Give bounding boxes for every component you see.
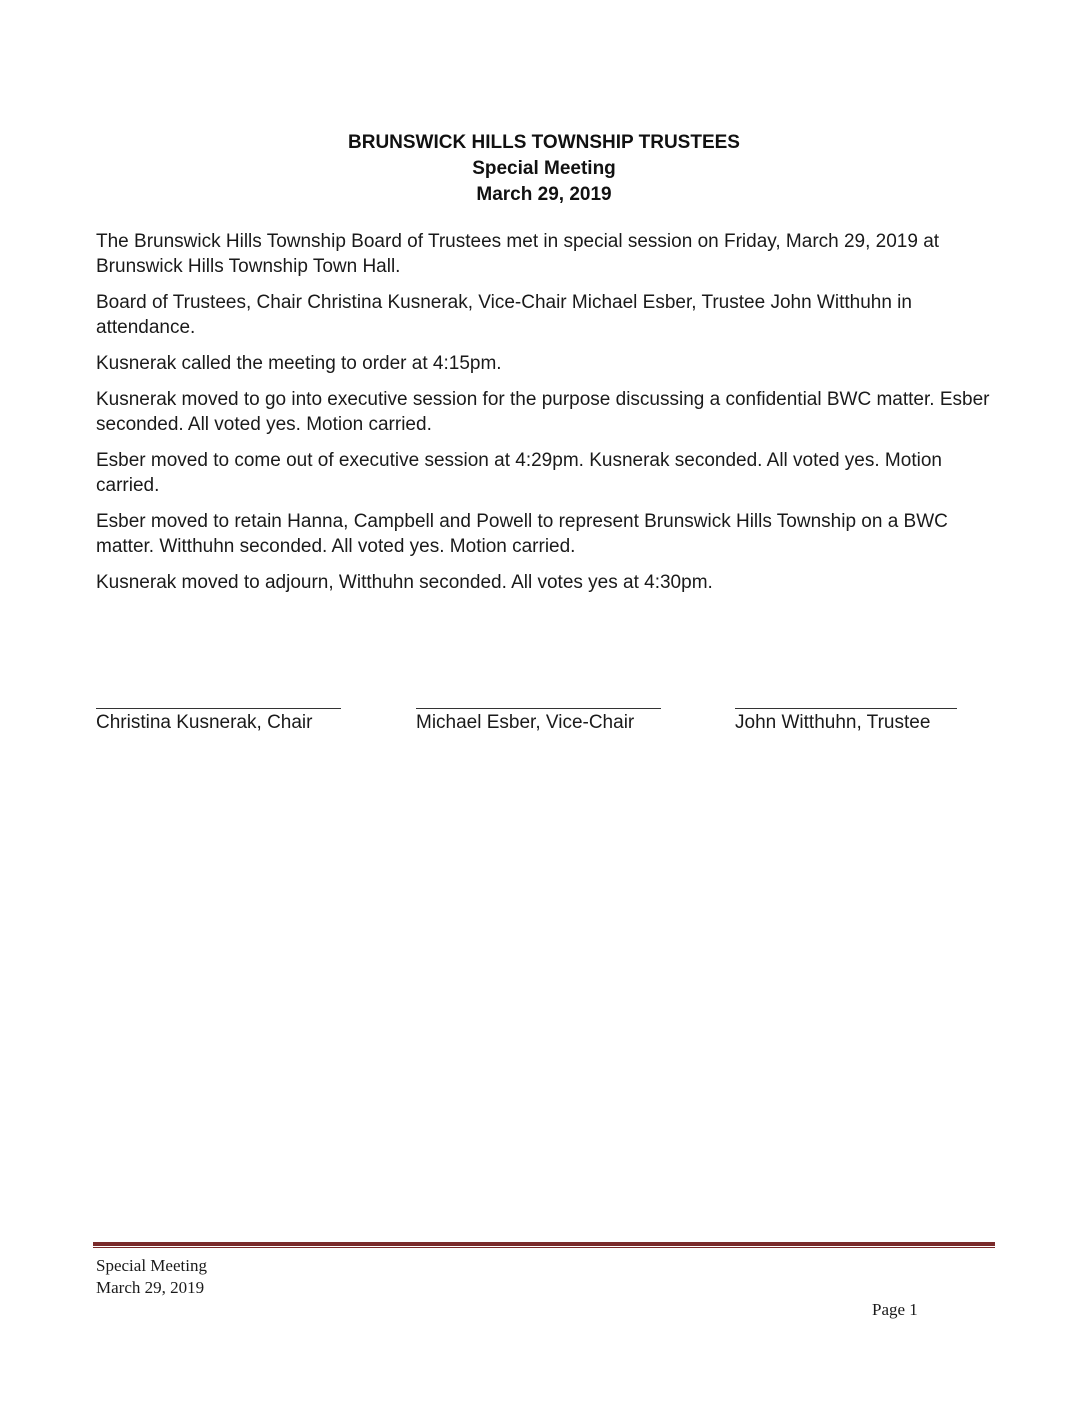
header-date: March 29, 2019 bbox=[476, 184, 612, 205]
footer-title: Special Meeting bbox=[96, 1256, 207, 1275]
signature-vice-chair bbox=[416, 690, 661, 734]
signature-line bbox=[96, 690, 341, 709]
page-number: Page 1 bbox=[872, 1300, 918, 1319]
signature-block bbox=[96, 690, 976, 750]
footer-info bbox=[96, 1255, 207, 1299]
footer-divider-thick bbox=[93, 1242, 995, 1246]
signature-chair bbox=[96, 690, 341, 734]
signature-trustee bbox=[735, 690, 957, 734]
paragraph-attendance: Board of Trustees, Chair Christina Kusnerak, Vice-Chair Michael Esber, Trustee John Witthuhn in attendance. bbox=[96, 292, 912, 338]
minutes-body bbox=[96, 229, 1001, 606]
paragraph-end-executive-session: Esber moved to come out of executive session at 4:29pm. Kusnerak seconded. All voted yes. Motion carried. bbox=[96, 450, 942, 496]
paragraph-adjourn: Kusnerak moved to adjourn, Witthuhn seconded. All votes yes at 4:30pm. bbox=[96, 572, 713, 593]
paragraph-executive-session: Kusnerak moved to go into executive session for the purpose discussing a confidential BWC matter. Esber seconded. All voted yes. Motion carried. bbox=[96, 389, 990, 435]
document-header bbox=[0, 130, 1088, 208]
footer-divider bbox=[93, 1242, 995, 1249]
header-meeting-type: Special Meeting bbox=[472, 158, 616, 179]
paragraph-call-to-order: Kusnerak called the meeting to order at 4:15pm. bbox=[96, 353, 502, 374]
signature-line bbox=[416, 690, 661, 709]
signature-name: John Witthuhn, Trustee bbox=[735, 712, 931, 733]
signature-name: Michael Esber, Vice-Chair bbox=[416, 712, 635, 733]
signature-name: Christina Kusnerak, Chair bbox=[96, 712, 313, 733]
footer-date: March 29, 2019 bbox=[96, 1278, 205, 1297]
paragraph-retain-counsel: Esber moved to retain Hanna, Campbell and Powell to represent Brunswick Hills Township on a BWC matter. Witthuhn seconded. All voted yes. Motion carried. bbox=[96, 511, 948, 557]
footer-divider-thin bbox=[93, 1247, 995, 1248]
paragraph-session: The Brunswick Hills Township Board of Trustees met in special session on Friday, March 29, 2019 at Brunswick Hills Township Town Hall. bbox=[96, 231, 940, 277]
header-title: BRUNSWICK HILLS TOWNSHIP TRUSTEES bbox=[348, 132, 740, 153]
signature-line bbox=[735, 690, 957, 709]
